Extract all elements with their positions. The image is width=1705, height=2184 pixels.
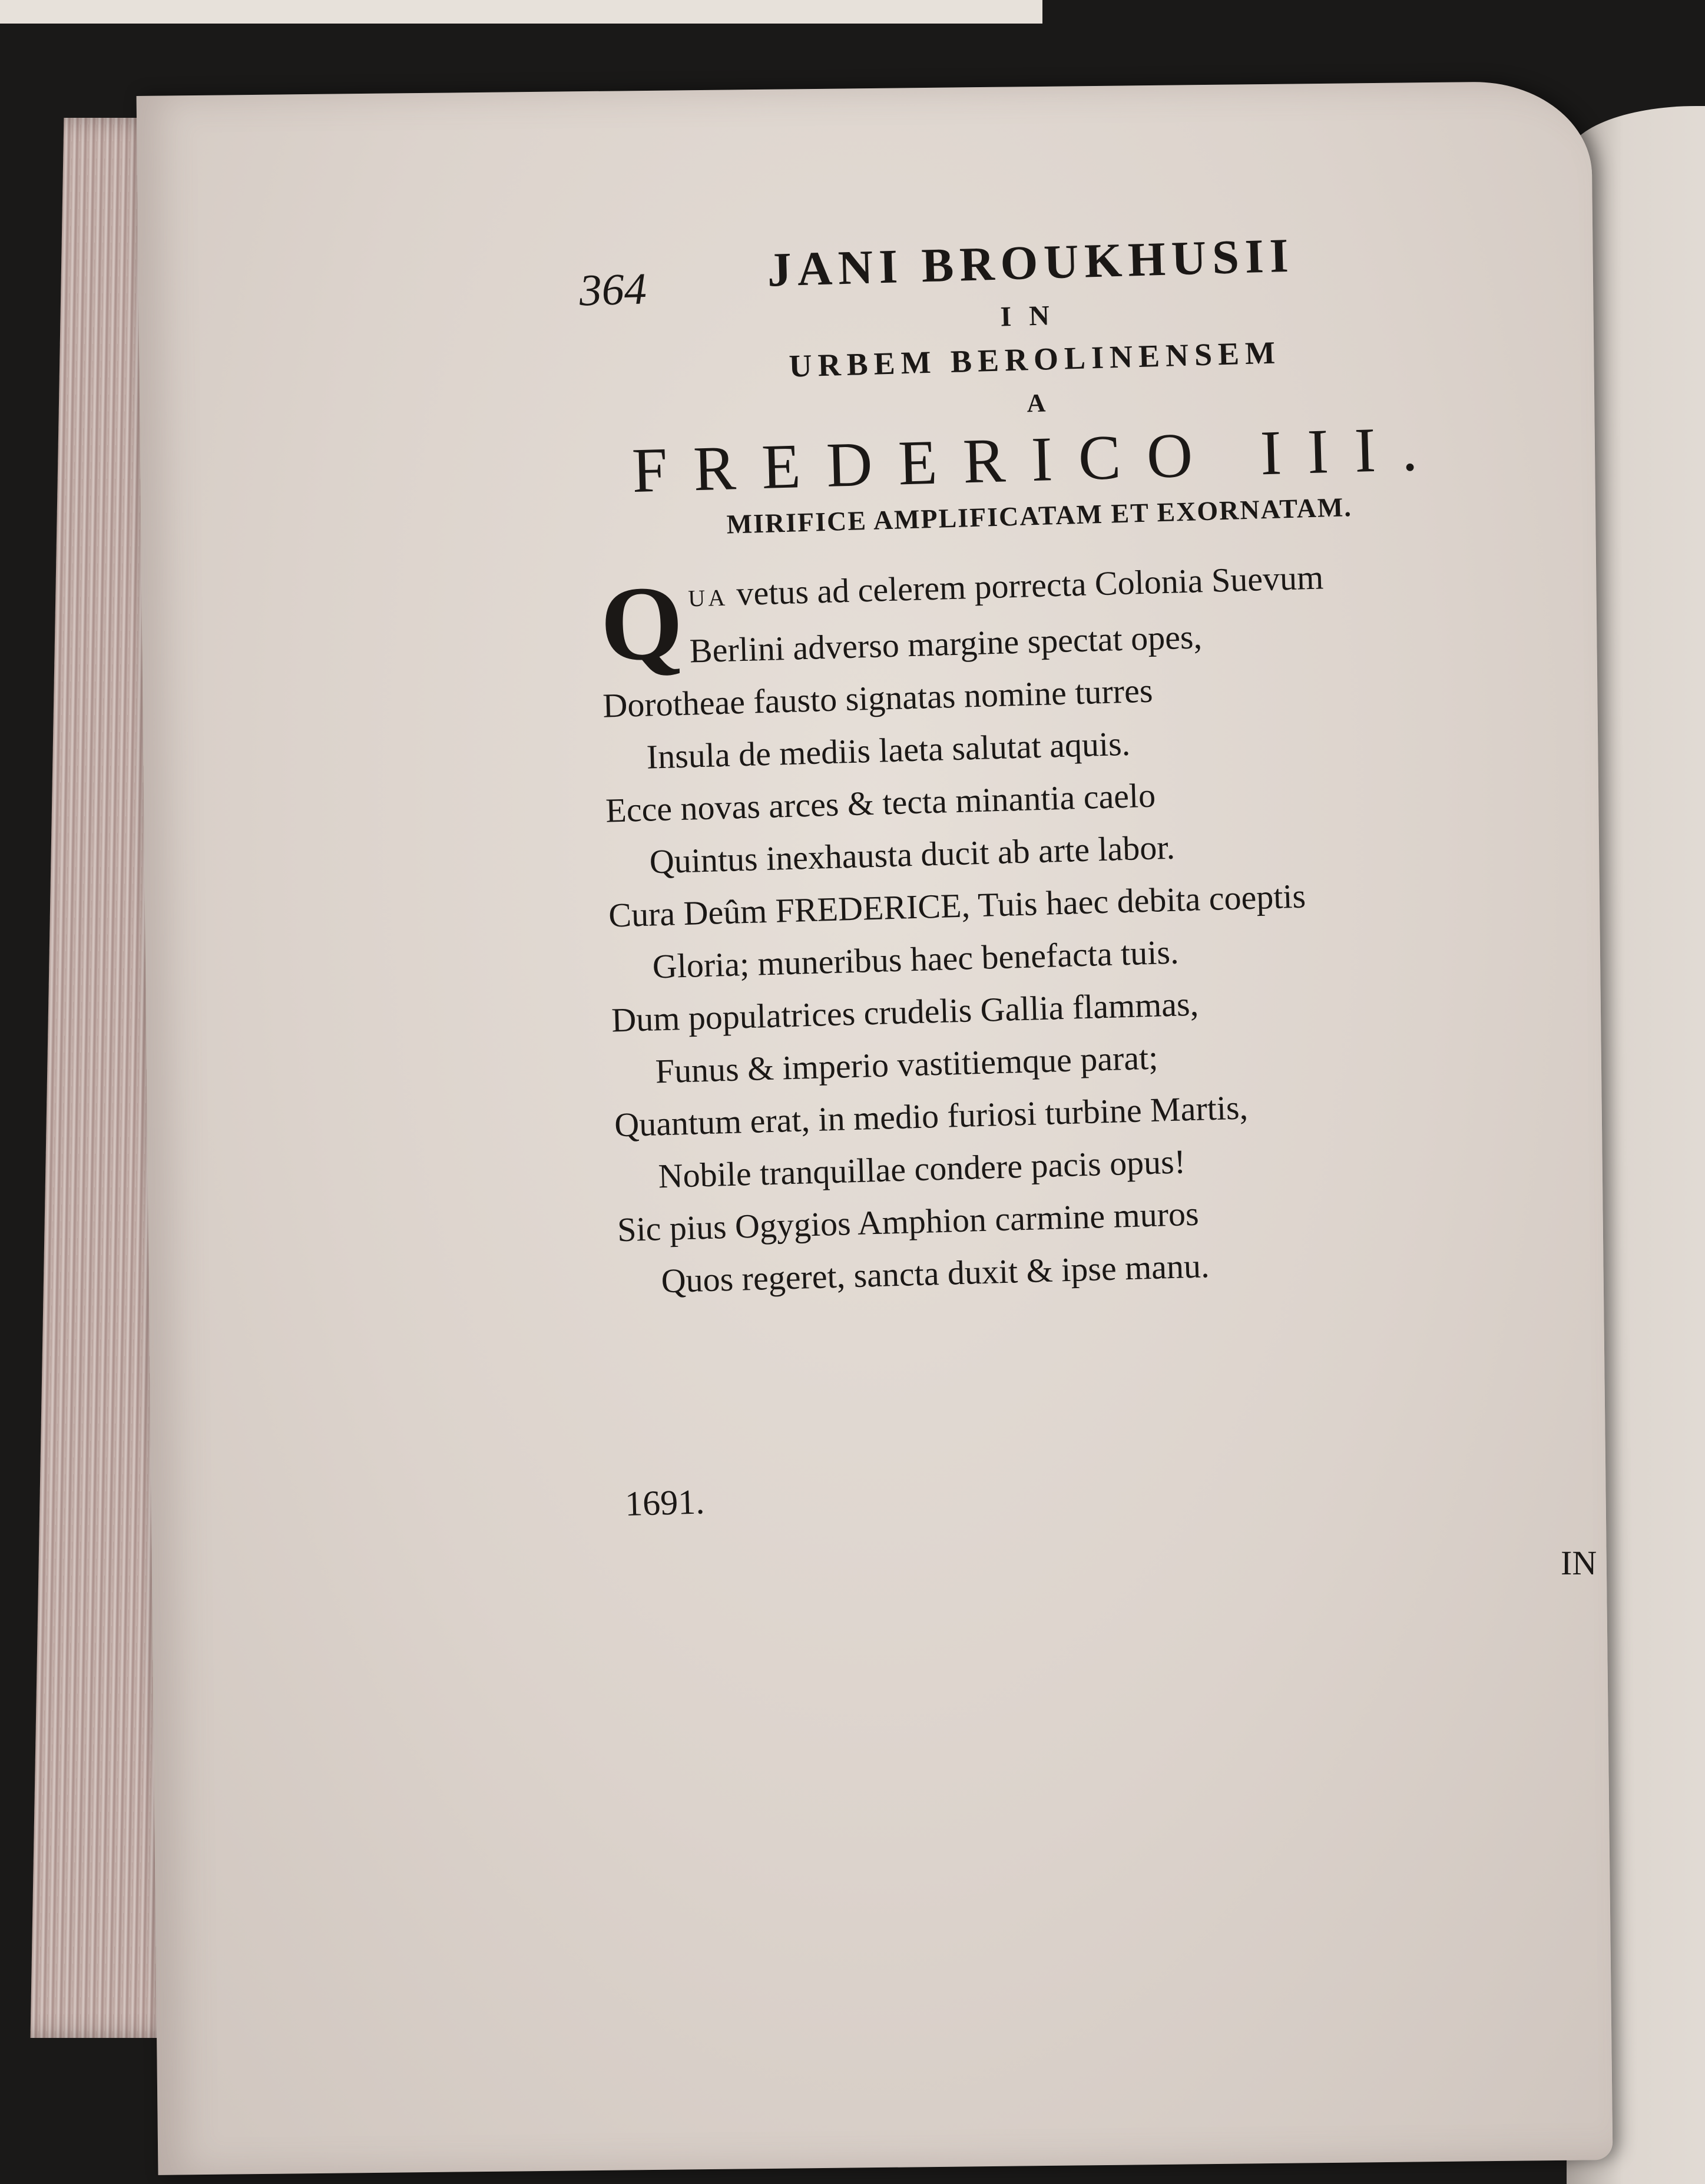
verse-line-11: Quantum erat, in medio furiosi turbine Martis,: [614, 1088, 1249, 1144]
catchword: IN: [1561, 1544, 1597, 1582]
first-line-text: vetus ad celerem porrecta Colonia Suevum: [727, 558, 1324, 613]
title-line-urbem: URBEM BEROLINENSEM: [788, 335, 1282, 384]
year: 1691.: [624, 1482, 706, 1524]
title-line-in: IN: [999, 299, 1068, 333]
poem: [599, 547, 1502, 1308]
verse-line-8: Gloria; muneribus haec benefacta tuis.: [651, 932, 1180, 986]
verse-line-9: Dum populatrices crudelis Gallia flammas,: [611, 984, 1199, 1040]
verse-line-13: Sic pius Ogygios Amphion carmine muros: [617, 1194, 1200, 1249]
first-word-caps: UA: [687, 584, 729, 612]
page-number: 364: [578, 264, 647, 316]
verse-line-6: Quintus inexhausta ducit ab arte labor.: [648, 828, 1176, 881]
title-line-a: A: [1026, 388, 1046, 418]
verse-line-10: Funus & imperio vastitiemque parat;: [654, 1038, 1159, 1091]
title-line-mirifice: MIRIFICE AMPLIFICATAM ET EXORNATAM.: [726, 492, 1353, 540]
verse-line-14: Quos regeret, sancta duxit & ipse manu.: [660, 1246, 1210, 1301]
background-strip: [0, 0, 1042, 24]
verse-line-12: Nobile tranquillae condere pacis opus!: [657, 1142, 1186, 1196]
verse-line-4: Insula de mediis laeta salutat aquis.: [645, 724, 1131, 776]
verse-line-2: Berlini adverso margine spectat opes,: [688, 617, 1203, 670]
verse-line-5: Ecce novas arces & tecta minantia caelo: [605, 776, 1156, 830]
title-line-frederico: FREDERICO III.: [631, 413, 1445, 507]
verse-line-3: Dorotheae fausto signatas nomine turres: [602, 671, 1154, 725]
verse-line-7: Cura Deûm FREDERICE, Tuis haec debita coeptis: [608, 876, 1306, 935]
running-head: JANI BROUKHUSII: [766, 228, 1295, 297]
drop-cap: Q: [598, 563, 685, 683]
